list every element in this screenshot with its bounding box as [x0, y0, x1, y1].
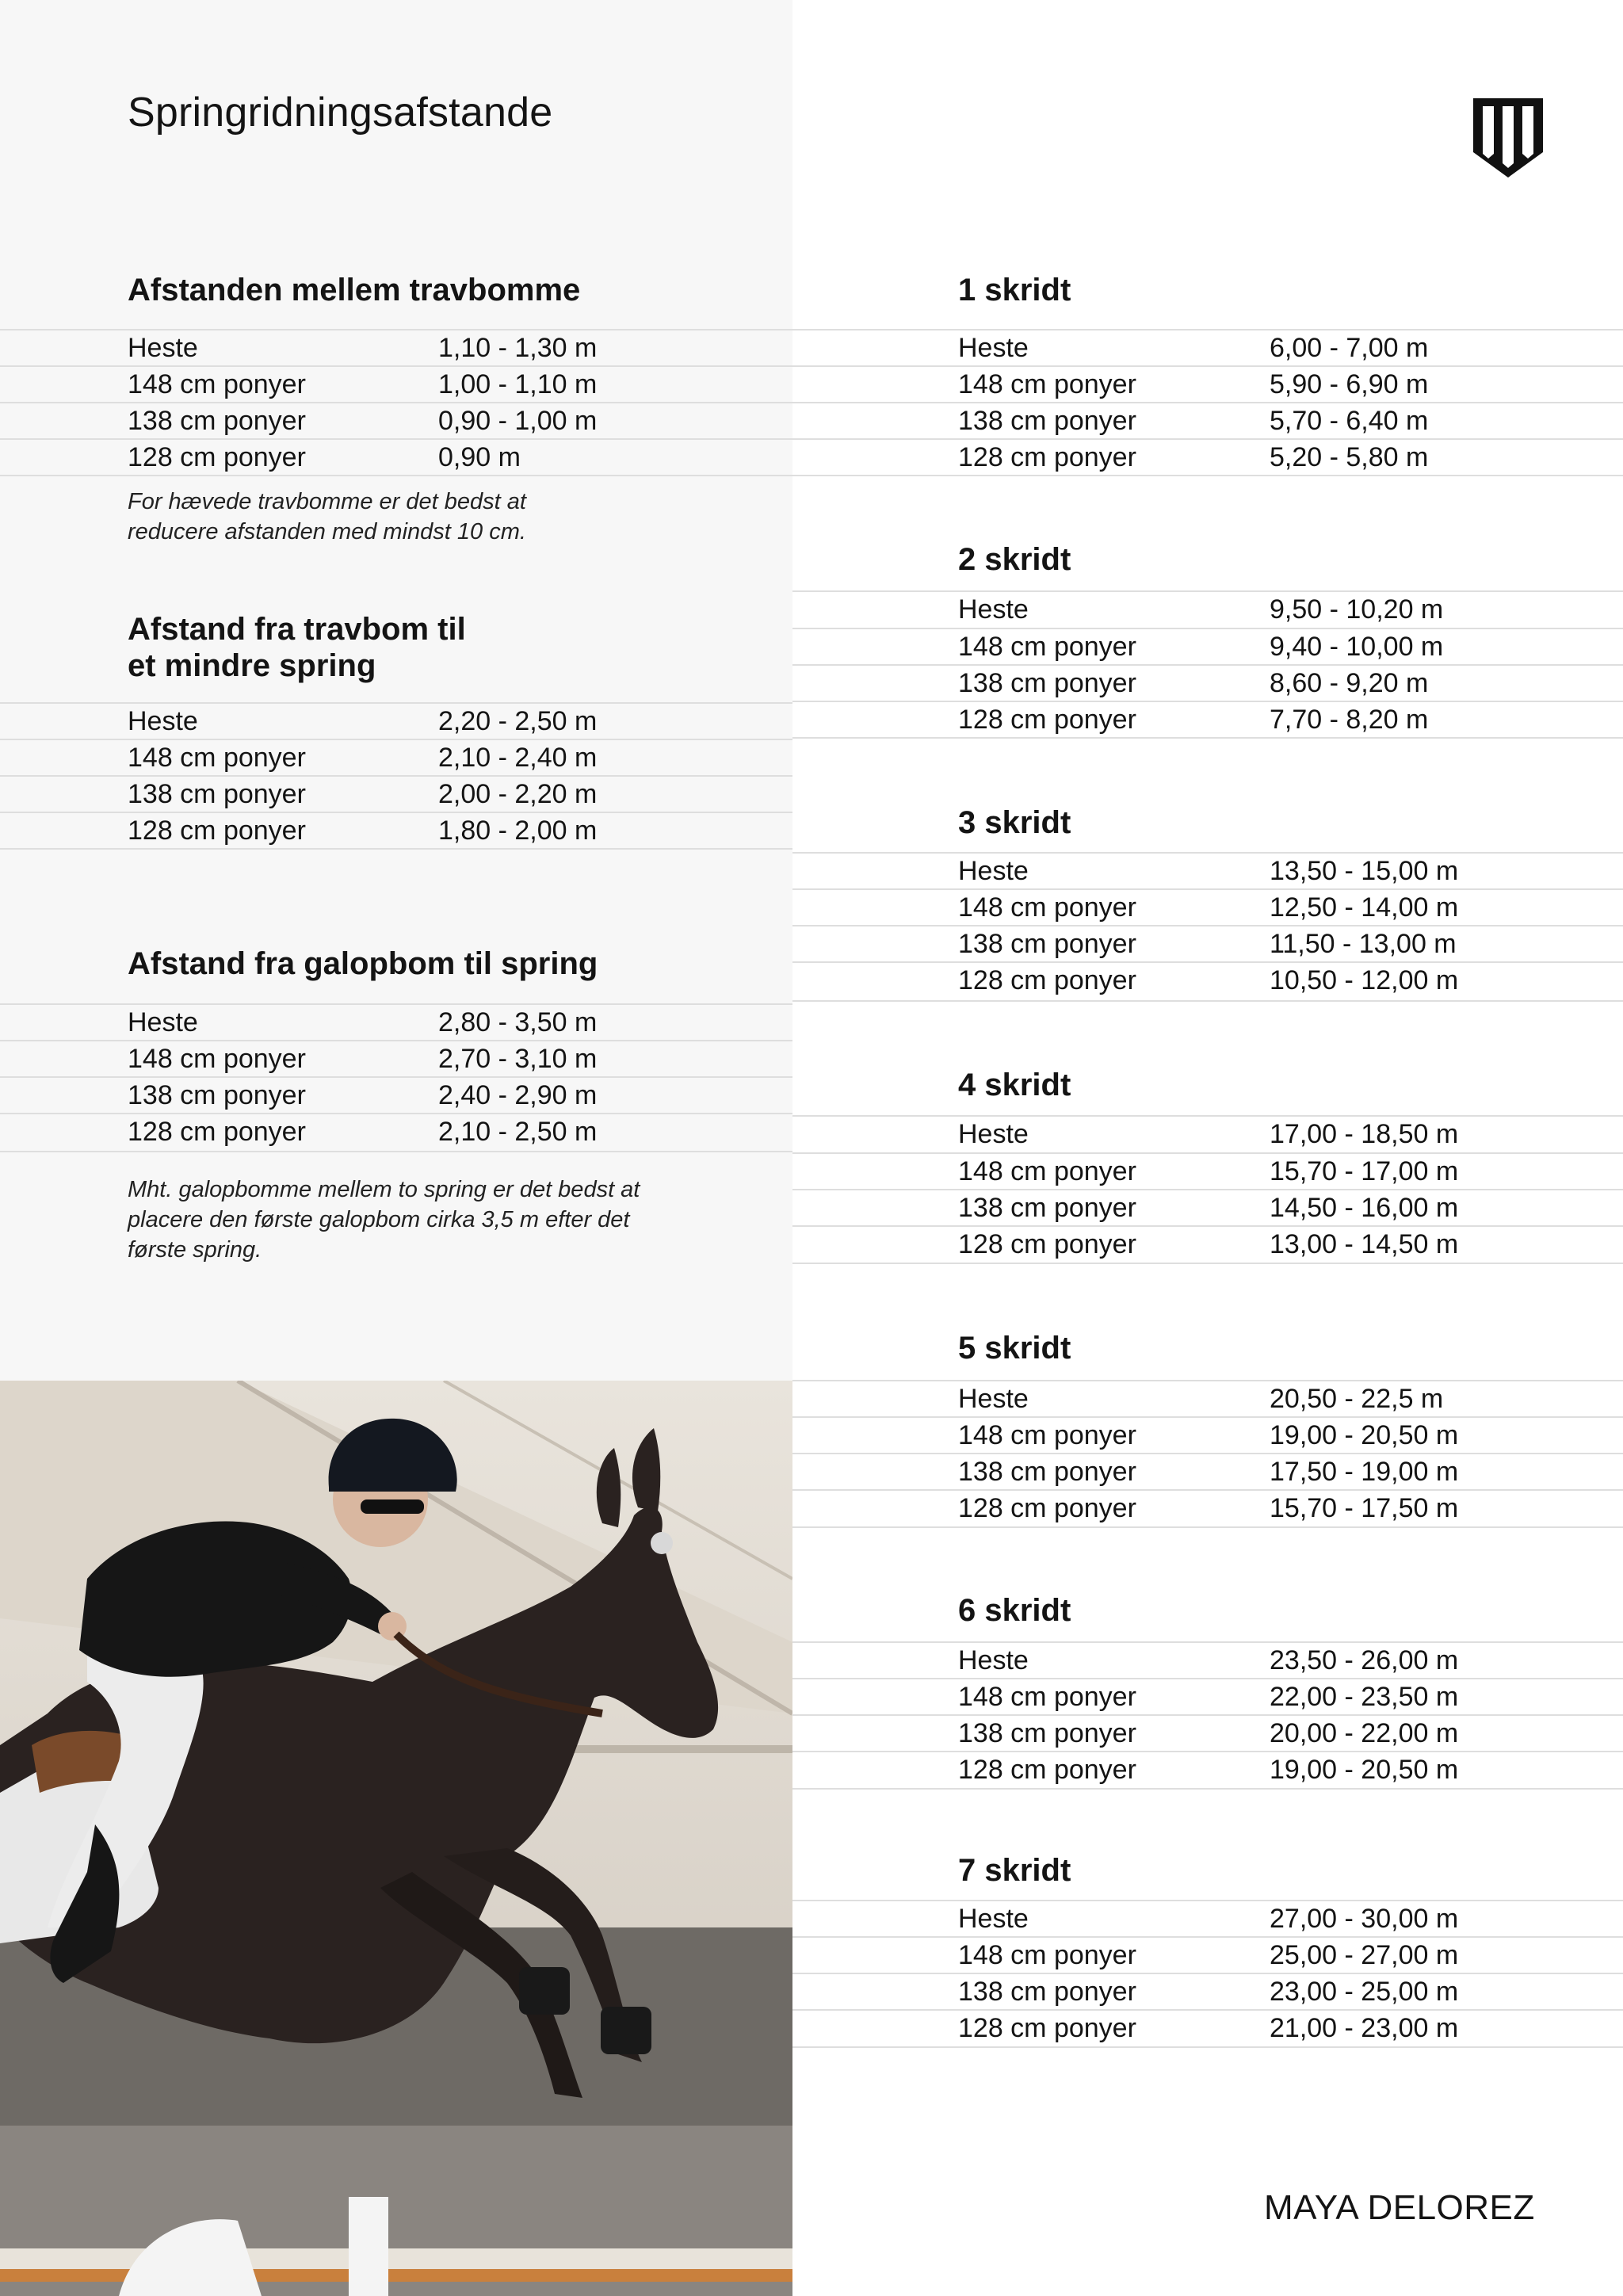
row-value: 15,70 - 17,50 m — [1270, 1493, 1459, 1523]
row-label: 128 cm ponyer — [958, 1755, 1136, 1785]
row-label: 138 cm ponyer — [128, 779, 306, 809]
row-value: 13,00 - 14,50 m — [1270, 1229, 1459, 1259]
row-value: 9,40 - 10,00 m — [1270, 632, 1444, 662]
row-label: Heste — [128, 706, 198, 736]
section-heading: Afstand fra travbom til et mindre spring — [128, 612, 466, 683]
row-label: 128 cm ponyer — [958, 705, 1136, 735]
note-text: For hævede travbomme er det bedst at reducere afstanden med mindst 10 cm. — [128, 489, 526, 544]
row-label: 138 cm ponyer — [958, 406, 1136, 436]
table-row — [0, 776, 792, 812]
row-value: 25,00 - 27,00 m — [1270, 1940, 1459, 1970]
row-divider — [0, 1151, 792, 1152]
row-label: Heste — [958, 1904, 1029, 1934]
row-label: 148 cm ponyer — [958, 1420, 1136, 1450]
table-row — [792, 1381, 1623, 1417]
row-label: Heste — [958, 856, 1029, 886]
row-value: 21,00 - 23,00 m — [1270, 2013, 1459, 2043]
row-label: 148 cm ponyer — [958, 632, 1136, 662]
table-row — [792, 1454, 1623, 1490]
table-row — [792, 1752, 1623, 1788]
row-value: 0,90 - 1,00 m — [438, 406, 598, 436]
table-row — [0, 330, 792, 366]
row-value: 2,40 - 2,90 m — [438, 1080, 598, 1110]
row-label: Heste — [958, 1645, 1029, 1675]
row-value: 5,70 - 6,40 m — [1270, 406, 1429, 436]
row-label: 138 cm ponyer — [958, 1193, 1136, 1223]
row-label: Heste — [128, 1007, 198, 1037]
row-value: 20,50 - 22,5 m — [1270, 1384, 1444, 1414]
table-row — [792, 1153, 1623, 1190]
page-title: Springridningsafstande — [128, 90, 553, 136]
row-label: Heste — [958, 1119, 1029, 1149]
row-value: 2,10 - 2,40 m — [438, 743, 598, 773]
table-row — [0, 1041, 792, 1077]
row-label: 138 cm ponyer — [128, 1080, 306, 1110]
row-label: 138 cm ponyer — [958, 668, 1136, 698]
table-row — [792, 1116, 1623, 1152]
row-value: 2,00 - 2,20 m — [438, 779, 598, 809]
table-row — [792, 1679, 1623, 1715]
table-row — [0, 366, 792, 403]
row-label: 128 cm ponyer — [958, 1493, 1136, 1523]
row-value: 1,80 - 2,00 m — [438, 816, 598, 846]
table-row — [0, 812, 792, 849]
table-row — [0, 1004, 792, 1041]
table-row — [0, 1077, 792, 1114]
row-label: 138 cm ponyer — [128, 406, 306, 436]
row-value: 17,50 - 19,00 m — [1270, 1457, 1459, 1487]
row-label: 148 cm ponyer — [128, 369, 306, 399]
row-label: 148 cm ponyer — [958, 892, 1136, 923]
row-value: 5,90 - 6,90 m — [1270, 369, 1429, 399]
row-label: 128 cm ponyer — [958, 442, 1136, 472]
row-value: 6,00 - 7,00 m — [1270, 333, 1429, 363]
table-row — [792, 628, 1623, 665]
row-value: 14,50 - 16,00 m — [1270, 1193, 1459, 1223]
row-divider — [792, 737, 1623, 739]
table-row — [0, 739, 792, 776]
table-row — [792, 591, 1623, 628]
table-row — [792, 926, 1623, 962]
table-row — [0, 403, 792, 439]
table-row — [792, 665, 1623, 701]
row-value: 1,10 - 1,30 m — [438, 333, 598, 363]
table-row — [792, 330, 1623, 366]
row-value: 23,50 - 26,00 m — [1270, 1645, 1459, 1675]
row-value: 10,50 - 12,00 m — [1270, 965, 1459, 995]
row-divider — [792, 1000, 1623, 1002]
table-row — [792, 1973, 1623, 2010]
row-value: 20,00 - 22,00 m — [1270, 1718, 1459, 1748]
table-row — [792, 1190, 1623, 1226]
row-label: 128 cm ponyer — [958, 2013, 1136, 2043]
row-value: 9,50 - 10,20 m — [1270, 594, 1444, 625]
table-row — [792, 853, 1623, 889]
table-row — [792, 1715, 1623, 1752]
table-row — [792, 1642, 1623, 1679]
table-row — [0, 703, 792, 739]
row-label: Heste — [128, 333, 198, 363]
table-row — [0, 1114, 792, 1150]
table-row — [792, 1417, 1623, 1454]
section-heading: 1 skridt — [958, 273, 1071, 308]
row-divider — [792, 2046, 1623, 2048]
table-row — [792, 439, 1623, 476]
row-label: 128 cm ponyer — [958, 965, 1136, 995]
row-label: 148 cm ponyer — [958, 1682, 1136, 1712]
row-value: 19,00 - 20,50 m — [1270, 1755, 1459, 1785]
section-heading: 2 skridt — [958, 542, 1071, 577]
section-heading: Afstand fra galopbom til spring — [128, 946, 598, 981]
table-row — [792, 366, 1623, 403]
brand-wordmark: MAYA DELOREZ — [1264, 2188, 1535, 2227]
row-value: 11,50 - 13,00 m — [1270, 929, 1457, 959]
table-row — [792, 2010, 1623, 2046]
section-heading: 3 skridt — [958, 805, 1071, 840]
row-label: Heste — [958, 333, 1029, 363]
row-divider — [792, 475, 1623, 476]
row-label: 138 cm ponyer — [958, 1457, 1136, 1487]
row-value: 12,50 - 14,00 m — [1270, 892, 1459, 923]
row-value: 2,70 - 3,10 m — [438, 1044, 598, 1074]
note-text: Mht. galopbomme mellem to spring er det bedst at placere den første galopbom cirka 3,5 m efter det første spring. — [128, 1177, 640, 1263]
row-value: 1,00 - 1,10 m — [438, 369, 598, 399]
table-row — [792, 1901, 1623, 1937]
table-row — [792, 962, 1623, 999]
row-value: 13,50 - 15,00 m — [1270, 856, 1459, 886]
row-value: 5,20 - 5,80 m — [1270, 442, 1429, 472]
row-value: 19,00 - 20,50 m — [1270, 1420, 1459, 1450]
row-label: 128 cm ponyer — [128, 816, 306, 846]
table-row — [792, 1490, 1623, 1526]
row-value: 2,20 - 2,50 m — [438, 706, 598, 736]
table-row — [792, 889, 1623, 926]
table-row — [0, 439, 792, 476]
row-divider — [0, 475, 792, 476]
row-value: 27,00 - 30,00 m — [1270, 1904, 1459, 1934]
table-row — [792, 1937, 1623, 1973]
section-heading: Afstanden mellem travbomme — [128, 273, 581, 308]
table-row — [792, 1226, 1623, 1263]
row-label: 138 cm ponyer — [958, 1977, 1136, 2007]
row-label: 148 cm ponyer — [128, 1044, 306, 1074]
row-value: 2,80 - 3,50 m — [438, 1007, 598, 1037]
left-panel-background — [0, 0, 792, 1381]
row-label: 128 cm ponyer — [128, 442, 306, 472]
row-label: 138 cm ponyer — [958, 1718, 1136, 1748]
row-value: 8,60 - 9,20 m — [1270, 668, 1429, 698]
row-value: 7,70 - 8,20 m — [1270, 705, 1429, 735]
show-jumping-horse-and-rider-photo — [0, 1381, 792, 2296]
row-label: 138 cm ponyer — [958, 929, 1136, 959]
section-heading: 7 skridt — [958, 1853, 1071, 1888]
row-divider — [792, 1788, 1623, 1790]
row-label: 128 cm ponyer — [128, 1117, 306, 1147]
row-label: 148 cm ponyer — [128, 743, 306, 773]
row-value: 23,00 - 25,00 m — [1270, 1977, 1459, 2007]
row-label: 148 cm ponyer — [958, 1940, 1136, 1970]
row-divider — [792, 1263, 1623, 1264]
row-label: 128 cm ponyer — [958, 1229, 1136, 1259]
shield-logo-icon — [1472, 97, 1545, 179]
table-row — [792, 701, 1623, 738]
row-value: 2,10 - 2,50 m — [438, 1117, 598, 1147]
row-label: 148 cm ponyer — [958, 369, 1136, 399]
section-heading: 5 skridt — [958, 1331, 1071, 1366]
row-value: 15,70 - 17,00 m — [1270, 1156, 1459, 1186]
table-row — [792, 403, 1623, 439]
row-divider — [0, 848, 792, 850]
row-value: 22,00 - 23,50 m — [1270, 1682, 1459, 1712]
section-heading: 6 skridt — [958, 1593, 1071, 1628]
row-divider — [792, 1526, 1623, 1528]
section-heading: 4 skridt — [958, 1068, 1071, 1102]
row-value: 0,90 m — [438, 442, 521, 472]
row-label: Heste — [958, 1384, 1029, 1414]
row-label: 148 cm ponyer — [958, 1156, 1136, 1186]
row-label: Heste — [958, 594, 1029, 625]
row-value: 17,00 - 18,50 m — [1270, 1119, 1459, 1149]
